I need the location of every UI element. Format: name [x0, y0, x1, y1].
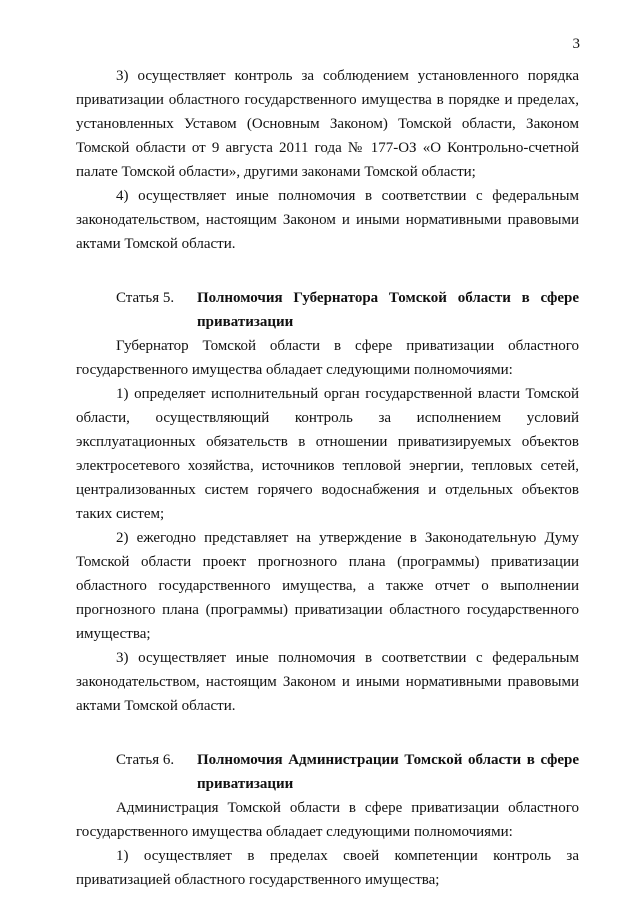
article-6-intro: Администрация Томской области в сфере приватизации областного государственного имущества обладает следующими полномочиями: — [76, 800, 579, 840]
article-5-item-3: 3) осуществляет иные полномочия в соответствии с федеральным законодательством, настоящим Законом и иными нормативными правовыми актами Томской области. — [76, 650, 579, 714]
spacer — [76, 718, 579, 748]
document-body — [76, 64, 579, 892]
article-6-item-1: 1) осуществляет в пределах своей компетенции контроль за приватизацией областного государственного имущества; — [76, 848, 579, 888]
article-6-title: Полномочия Администрации Томской области в сфере приватизации — [197, 752, 579, 792]
article-5-number: Статья 5. — [116, 290, 175, 306]
paragraph-item-3: 3) осуществляет контроль за соблюдением установленного порядка приватизации областного государственного имущества в порядке и пределах, установленных Уставом (Основным Законом) Томской области, Законом Томской области от 9 августа 2011 года № 177-ОЗ «О Контрольно-счетной палате Томской области», другими законами Томской области; — [76, 68, 579, 180]
article-5-title: Полномочия Губернатора Томской области в сфере приватизации — [197, 290, 579, 330]
page-number: 3 — [572, 36, 580, 52]
article-5-item-2: 2) ежегодно представляет на утверждение в Законодательную Думу Томской области проект прогнозного плана (программы) приватизации областного государственного имущества, а также отчет о выполнении прогнозного плана (программы) приватизации областного государственного имущества; — [76, 530, 579, 642]
spacer — [76, 256, 579, 286]
article-5-intro: Губернатор Томской области в сфере приватизации областного государственного имущества обладает следующими полномочиями: — [76, 338, 579, 378]
article-6-heading — [116, 748, 579, 796]
paragraph-item-4: 4) осуществляет иные полномочия в соответствии с федеральным законодательством, настоящим Законом и иными нормативными правовыми актами Томской области. — [76, 188, 579, 252]
article-6-number: Статья 6. — [116, 752, 175, 768]
article-5-item-1: 1) определяет исполнительный орган государственной власти Томской области, осуществляющий контроль за исполнением условий эксплуатационных обязательств в отношении приватизируемых объектов электросетевого хозяйства, источников тепловой энергии, тепловых сетей, централизованных систем горячего водоснабжения и отдельных объектов таких систем; — [76, 386, 579, 522]
article-5-heading — [116, 286, 579, 334]
